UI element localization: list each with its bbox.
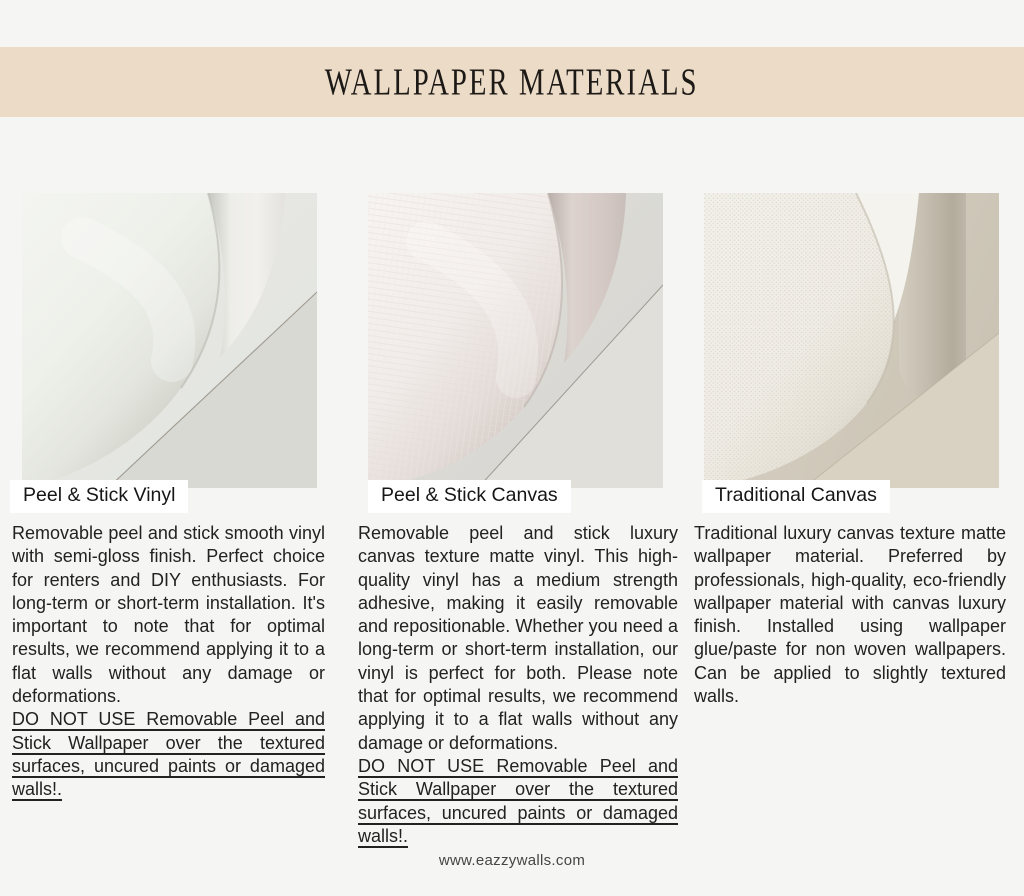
material-card-peel-stick-canvas (358, 193, 678, 848)
material-description: Removable peel and stick luxury canvas texture matte vinyl. This high-quality vinyl has a medium strength adhesive, making it easily removable and repositionable. Whether you need a long-term or short-term installation, our vinyl is perfect for both. Please note that for optimal results, we recommend applying it to a flat walls without any damage or deformations. (358, 523, 678, 753)
material-label (10, 480, 188, 513)
material-label-text: Traditional Canvas (715, 484, 877, 506)
material-description: Traditional luxury canvas texture matte wallpaper material. Preferred by professionals, high-quality, eco-friendly wallpaper material with canvas luxury finish. Installed using wallpaper glue/paste for non woven wallpapers. Can be applied to slightly textured walls. (694, 523, 1006, 707)
page-title: WALLPAPER MATERIALS (325, 60, 699, 104)
material-label (702, 480, 890, 513)
material-warning: DO NOT USE Removable Peel and Stick Wallpaper over the textured surfaces, uncured paints or damaged walls!. (358, 755, 678, 846)
material-label-text: Peel & Stick Vinyl (23, 484, 176, 506)
footer (0, 852, 1024, 869)
material-label (368, 480, 571, 513)
smooth-vinyl-curl-photo (22, 193, 317, 488)
header-band (0, 47, 1024, 117)
material-label-text: Peel & Stick Canvas (381, 484, 558, 506)
material-description: Removable peel and stick smooth vinyl with semi-gloss finish. Perfect choice for renters and DIY enthusiasts. For long-term or short-term installation. It's important to note that for optimal results, we recommend applying it to a flat walls without any damage or deformations. (12, 523, 325, 707)
material-card-traditional-canvas (694, 193, 1006, 708)
traditional-canvas-curl-photo (704, 193, 999, 488)
canvas-texture-vinyl-curl-photo (368, 193, 663, 488)
material-warning: DO NOT USE Removable Peel and Stick Wallpaper over the textured surfaces, uncured paints or damaged walls!. (12, 709, 325, 800)
material-card-peel-stick-vinyl (12, 193, 325, 802)
website-url: www.eazzywalls.com (438, 852, 586, 869)
